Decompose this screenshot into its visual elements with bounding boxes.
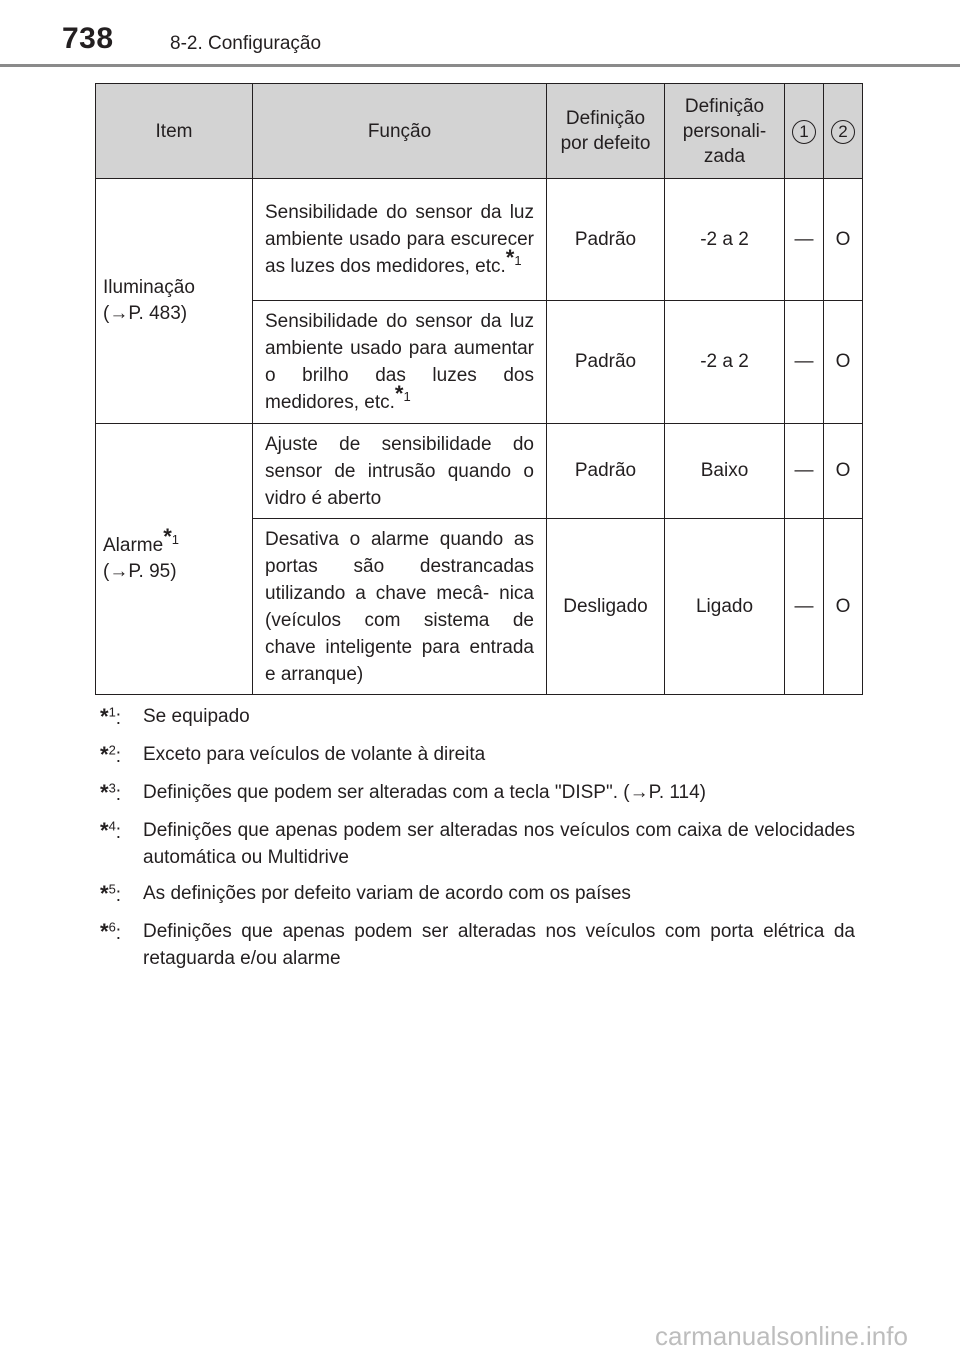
footnote-text: Definições que apenas podem ser alteradas nos veículos com caixa de velocidades automática ou Multidrive: [143, 820, 855, 868]
footnote-ref: 1: [403, 388, 411, 404]
col2-value: O: [824, 519, 863, 695]
default-value: Padrão: [547, 179, 665, 301]
footnote: [100, 703, 855, 732]
header-rule: [0, 64, 960, 67]
footnote-mark: *$^3$:: [100, 780, 122, 805]
table-row: [96, 179, 863, 301]
header-custom-line1: Definição: [684, 95, 765, 117]
footnote-mark: *$^4$:: [100, 818, 122, 843]
header-custom-line3: zada: [703, 145, 746, 167]
custom-value: -2 a 2: [665, 301, 785, 424]
footnote: [100, 880, 855, 909]
footnote-text: Exceto para veículos de volante à direita: [143, 744, 486, 765]
page-reference: (→P. 483): [103, 303, 188, 324]
header-default-line1: Definição: [565, 108, 646, 129]
footnote: [100, 779, 855, 808]
settings-table: [95, 83, 863, 695]
header-default-line2: por defeito: [560, 133, 651, 154]
function-text: Desativa o alarme quando as portas são destrancadas utilizando a chave mecâ- nica (veículos com sistema de chave inteligente para entrada e arranque): [265, 528, 534, 685]
footnote-ref: 1: [171, 531, 179, 547]
circled-one-icon: 1: [792, 120, 816, 144]
function-cell: Sensibilidade do sensor da luz ambiente usado para escurecer as luzes dos medidores, etc.$^{*1}$: [253, 179, 547, 301]
header-custom: [665, 84, 785, 179]
custom-value: Baixo: [665, 424, 785, 519]
footnote: [100, 918, 855, 972]
custom-value: -2 a 2: [665, 179, 785, 301]
footnote-mark: *$^5$:: [100, 881, 122, 906]
header-col1: [785, 84, 824, 179]
function-text: Sensibilidade do sensor da luz ambiente usado para aumentar o brilho das luzes dos medidores, etc.: [265, 311, 534, 413]
default-value: Padrão: [547, 424, 665, 519]
table-header-row: [96, 84, 863, 179]
function-text: Sensibilidade do sensor da luz ambiente usado para escurecer as luzes dos medidores, etc.: [265, 202, 534, 277]
table-row: [96, 424, 863, 519]
footnote-text: Se equipado: [143, 706, 250, 727]
function-cell: [253, 424, 547, 519]
col2-value: O: [824, 424, 863, 519]
page-reference: (→P. 95): [103, 561, 177, 582]
col1-value: —: [785, 519, 824, 695]
header-default: [547, 84, 665, 179]
col1-value: —: [785, 179, 824, 301]
function-cell: [253, 519, 547, 695]
default-value: Padrão: [547, 301, 665, 424]
col2-value: O: [824, 179, 863, 301]
item-name: Alarme: [103, 535, 164, 556]
col2-value: O: [824, 301, 863, 424]
default-value: Desligado: [547, 519, 665, 695]
header-custom-line2: personali-: [682, 120, 767, 142]
custom-value: Ligado: [665, 519, 785, 695]
footnote-text: As definições por defeito variam de acordo com os países: [143, 883, 631, 904]
item-cell-lighting: [96, 179, 253, 424]
footnote-text: Definições que apenas podem ser alteradas nos veículos com porta elétrica da retaguarda e/ou alarme: [143, 921, 855, 969]
function-text: Ajuste de sensibilidade do sensor de intrusão quando o vidro é aberto: [265, 433, 534, 509]
function-cell: Sensibilidade do sensor da luz ambiente usado para aumentar o brilho das luzes dos medidores, etc.$^{*1}$: [253, 301, 547, 424]
header-function: Função: [253, 84, 547, 179]
footnote: [100, 741, 855, 770]
circled-two-icon: 2: [831, 120, 855, 144]
footnote: [100, 817, 855, 871]
footnote-mark: *$^1$:: [100, 704, 122, 729]
section-title: 8-2. Configuração: [170, 33, 322, 54]
footnote-mark: *$^2$:: [100, 742, 122, 767]
item-cell-alarm: Alarme$^{*1}$ (→P. 95): [96, 424, 253, 695]
footnotes: [100, 703, 855, 981]
footnote-text: Definições que podem ser alteradas com a tecla "DISP". (→P. 114): [143, 782, 707, 803]
page-number: 738: [62, 22, 114, 55]
col1-value: —: [785, 301, 824, 424]
footnote-mark: *$^6$:: [100, 919, 122, 944]
footnote-ref: 1: [514, 252, 522, 268]
item-name: Iluminação: [103, 277, 195, 298]
col1-value: —: [785, 424, 824, 519]
header-item: Item: [96, 84, 253, 179]
header-col2: [824, 84, 863, 179]
watermark: carmanualsonline.info: [655, 1321, 908, 1351]
